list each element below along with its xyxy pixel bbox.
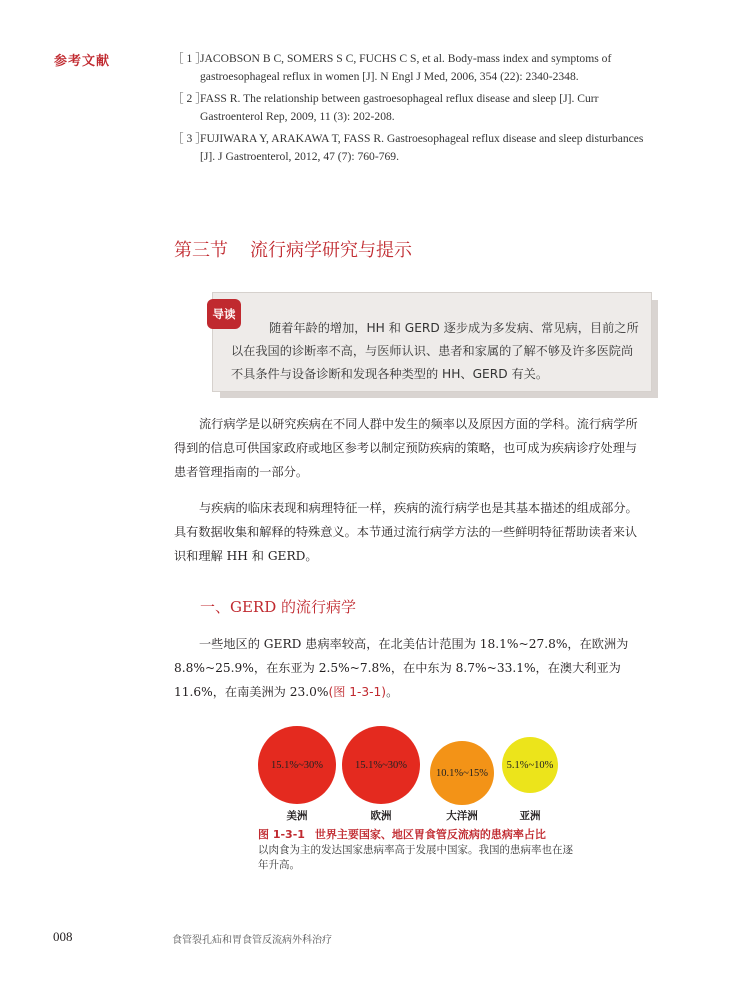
paragraph-end: 。 [386,685,399,699]
body-paragraph-1: 流行病学是以研究疾病在不同人群中发生的频率以及原因方面的学科。流行病学所得到的信息可供国家政府或地区参考以制定预防疾病的策略，也可成为疾病诊疗处理与患者管理指南的一部分。 [174,417,638,479]
region-label-europe: 欧洲 [370,810,392,822]
body-paragraph-2: 与疾病的临床表现和病理特征一样，疾病的流行病学也是其基本描述的组成部分。具有数据收集和解释的特殊意义。本节通过流行病学方法的一些鲜明特征帮助读者来认识和理解 HH 和 GERD。 [174,501,638,563]
figure-caption-title [258,826,546,842]
lead-box [212,292,652,392]
subsection-title: 一、GERD 的流行病学 [200,598,357,616]
bubble-americas: 15.1%~30% [258,726,336,804]
region-label-oceania: 大洋洲 [446,810,478,822]
region-label-americas: 美洲 [286,810,308,822]
figure-caption-text: 世界主要国家、地区胃食管反流病的患病率占比 [314,828,546,841]
section-title [174,236,412,262]
reference-text: FUJIWARA Y, ARAKAWA T, FASS R. Gastroesophageal reflux disease and sleep disturbances [J]. J Gastroenterol, 2012, 47 (7): 760-769. [200,132,644,163]
bubble-europe: 15.1%~30% [342,726,420,804]
reference-text: FASS R. The relationship between gastroesophageal reflux disease and sleep [J]. Curr Gastroenterol Rep, 2009, 11 (3): 202-208. [200,92,599,123]
section-number: 第三节 [174,240,228,261]
reference-number: ［ 3 ］ [172,132,207,145]
prevalence-bubble-figure [250,720,580,828]
figure-caption-label: 图 1-3-1 [258,828,305,841]
page-number: 008 [53,929,73,944]
reference-item [172,130,644,166]
body-paragraph-3 [174,632,648,704]
paragraph-text: 一些地区的 GERD 患病率较高，在北美估计范围为 18.1%~27.8%，在欧洲为 8.8%~25.9%，在东亚为 2.5%~7.8%，在中东为 8.7%~33.1%，在澳大利亚为 11.6%，在南美洲为 23.0% [174,637,629,699]
figure-caption-body: 以肉食为主的发达国家患病率高于发展中国家。我国的患病率也在逐年升高。 [258,844,573,871]
region-label-asia: 亚洲 [519,810,541,822]
figure-reference-link: (图 1-3-1) [328,685,387,699]
reference-text: JACOBSON B C, SOMERS S C, FUCHS C S, et al. Body-mass index and symptoms of gastroesophageal reflux in women [J]. N Engl J Med, 2006, 354 (22): 2340-2348. [200,52,612,83]
reference-list [172,50,644,170]
reference-item [172,50,644,86]
running-head: 食管裂孔疝和胃食管反流病外科治疗 [172,935,332,946]
references-heading: 参考文献 [54,54,111,69]
reference-item [172,90,644,126]
reference-number: ［ 1 ］ [172,52,207,65]
lead-badge: 导读 [207,299,241,329]
lead-text: 随着年龄的增加，HH 和 GERD 逐步成为多发病、常见病，目前之所以在我国的诊断率不高，与医师认识、患者和家属的了解不够及许多医院尚不具条件与设备诊断和发现各种类型的 HH、GERD 有关。 [231,321,639,381]
bubble-asia: 5.1%~10% [502,737,558,793]
section-heading: 流行病学研究与提示 [250,240,412,261]
bubble-oceania: 10.1%~15% [430,741,494,805]
reference-number: ［ 2 ］ [172,92,207,105]
